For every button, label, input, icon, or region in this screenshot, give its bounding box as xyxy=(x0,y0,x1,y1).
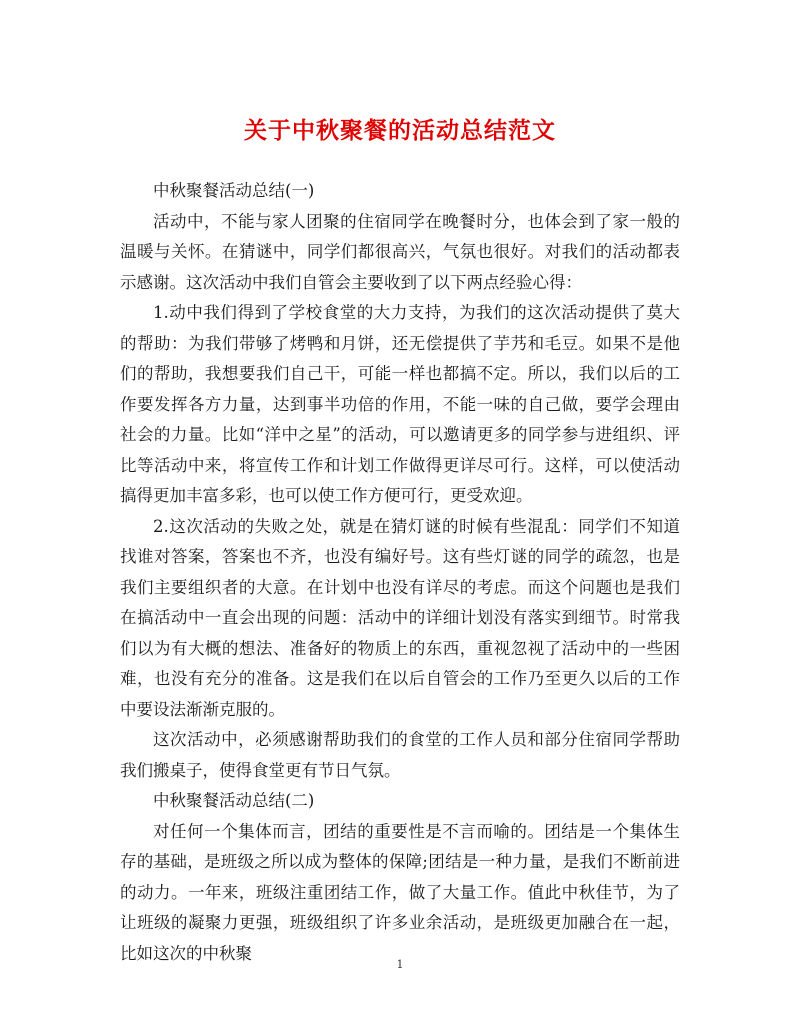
document-body xyxy=(120,176,680,969)
section-heading-2: 中秋聚餐活动总结(二) xyxy=(153,791,315,810)
paragraph: 1.动中我们得到了学校食堂的大力支持，为我们的这次活动提供了莫大的帮助：为我们带够了烤鸭和月饼，还无偿提供了芋艿和毛豆。如果不是他们的帮助，我想要我们自己干，可能一样也都搞不定。所以，我们以后的工作要发挥各方力量，达到事半功倍的作用，不能一味的自己做，要学会理由社会的力量。比如“洋中之星”的活动，可以邀请更多的同学参与进组织、评比等活动中来，将宣传工作和计划工作做得更详尽可行。这样，可以使活动搞得更加丰富多彩，也可以使工作方便可行，更受欢迎。 xyxy=(120,303,680,505)
paragraph: 活动中，不能与家人团聚的住宿同学在晚餐时分，也体会到了家一般的温暖与关怀。在猜谜中，同学们都很高兴，气氛也很好。对我们的活动都表示感谢。这次活动中我们自管会主要收到了以下两点经验心得： xyxy=(120,211,680,292)
page-number: 1 xyxy=(396,958,404,971)
section-heading-1: 中秋聚餐活动总结(一) xyxy=(153,181,315,200)
paragraph: 2.这次活动的失败之处，就是在猜灯谜的时候有些混乱：同学们不知道找谁对答案，答案也不齐，也没有编好号。这有些灯谜的同学的疏忽，也是我们主要组织者的大意。在计划中也没有详尽的考虑。而这个问题也是我们在搞活动中一直会出现的问题：活动中的详细计划没有落实到细节。时常我们以为有大概的想法、准备好的物质上的东西，重视忽视了活动中的一些困难，也没有充分的准备。这是我们在以后自管会的工作乃至更久以后的工作中要设法渐渐克服的。 xyxy=(120,516,680,719)
paragraph: 对任何一个集体而言，团结的重要性是不言而喻的。团结是一个集体生存的基础，是班级之所以成为整体的保障;团结是一种力量，是我们不断前进的动力。一年来，班级注重团结工作，做了大量工作。值此中秋佳节，为了让班级的凝聚力更强，班级组织了许多业余活动，是班级更加融合在一起，比如这次的中秋聚 xyxy=(120,821,680,963)
paragraph: 这次活动中，必须感谢帮助我们的食堂的工作人员和部分住宿同学帮助我们搬桌子，使得食堂更有节日气氛。 xyxy=(120,730,680,780)
document-title: 关于中秋聚餐的活动总结范文 xyxy=(244,117,556,144)
